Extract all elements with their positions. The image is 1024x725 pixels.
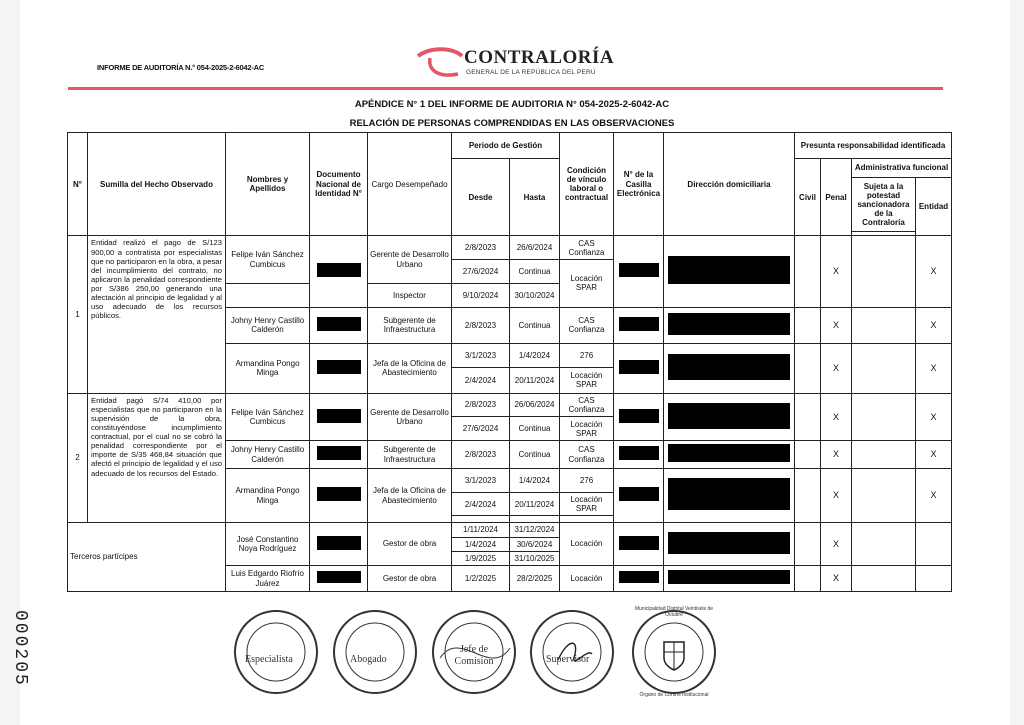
person-name: José Constantino Noya Rodríguez — [226, 522, 310, 565]
hasta: 31/12/2024 — [510, 522, 560, 537]
direccion-redacted — [664, 393, 795, 440]
col-civil: Civil — [795, 158, 821, 236]
penal-mark: X — [821, 441, 852, 469]
dni-redacted — [310, 344, 368, 394]
table-row — [68, 393, 952, 417]
seal-ring-text: Municipalidad Distrital Veintiséis de Octubre — [634, 606, 714, 618]
header-divider — [68, 87, 943, 90]
entidad-mark: X — [916, 344, 952, 394]
desde: 27/6/2024 — [452, 260, 510, 284]
desde: 3/1/2023 — [452, 469, 510, 493]
condicion: Locación — [560, 566, 614, 592]
condicion: CAS Confianza — [560, 393, 614, 417]
desde: 1/4/2024 — [452, 538, 510, 552]
desde: 1/2/2025 — [452, 566, 510, 592]
direccion-redacted — [664, 307, 795, 344]
person-name: Felipe Iván Sánchez Cumbicus — [226, 393, 310, 440]
hasta: Continua — [510, 417, 560, 441]
condicion: CAS Confianza — [560, 307, 614, 344]
direccion-redacted — [664, 236, 795, 307]
terceros-label: Terceros partícipes — [68, 522, 226, 591]
appendix-subtitle: RELACIÓN DE PERSONAS COMPRENDIDAS EN LAS OBSERVACIONES — [349, 118, 675, 129]
casilla-redacted — [614, 393, 664, 440]
obs-sumilla: Entidad pagó S/74 410,00 por especialistas que no participaron en la supervisión de la obra, constituyéndose incumplimiento contractual, por el cual no se cobró la penalidad correspondiente por el importe de S/35 468,84 situación que afectó el principio de legalidad y el uso adecuado de los recursos del Estado. — [88, 393, 226, 522]
direccion-redacted — [664, 566, 795, 592]
header-row — [68, 133, 952, 159]
entidad-mark: X — [916, 307, 952, 344]
dni-redacted — [310, 393, 368, 440]
desde: 2/8/2023 — [452, 307, 510, 344]
col-presunta: Presunta responsabilidad identificada — [795, 133, 952, 159]
hasta: 26/6/2024 — [510, 236, 560, 260]
col-sumilla: Sumilla del Hecho Observado — [88, 133, 226, 236]
report-reference: INFORME DE AUDITORÍA N.° 054-2025-2-6042-AC — [97, 63, 265, 72]
desde: 3/1/2023 — [452, 344, 510, 368]
casilla-redacted — [614, 236, 664, 307]
seal-label-supervisor: Supervisor — [546, 654, 590, 665]
desde: 2/8/2023 — [452, 393, 510, 417]
direccion-redacted — [664, 522, 795, 565]
hasta: 1/4/2024 — [510, 469, 560, 493]
person-name: Armandina Pongo Minga — [226, 469, 310, 523]
penal-mark: X — [821, 469, 852, 523]
col-dni: Documento Nacional de Identidad N° — [310, 133, 368, 236]
dni-redacted — [310, 236, 368, 307]
person-name: Johny Henry Castillo Calderón — [226, 307, 310, 344]
entidad-mark: X — [916, 441, 952, 469]
condicion: CAS Confianza — [560, 441, 614, 469]
hasta: 26/06/2024 — [510, 393, 560, 417]
seal-label-especialista: Especialista — [245, 654, 293, 665]
seal-supervisor — [528, 608, 616, 696]
hasta: 31/10/2025 — [510, 552, 560, 566]
casilla-redacted — [614, 566, 664, 592]
hasta: Continua — [510, 260, 560, 284]
casilla-redacted — [614, 344, 664, 394]
col-condicion: Condición de vínculo laboral o contractual — [560, 133, 614, 236]
col-no: N° — [68, 133, 88, 236]
contraloria-logo — [414, 44, 614, 84]
seal-especialista — [232, 608, 320, 696]
col-administrativa: Administrativa funcional — [852, 158, 952, 177]
hasta: 1/4/2024 — [510, 344, 560, 368]
condicion: Locación — [560, 522, 614, 565]
direccion-redacted — [664, 441, 795, 469]
logo-swoosh-icon — [414, 44, 464, 84]
seal-label-abogado: Abogado — [350, 654, 387, 665]
table-row — [68, 522, 952, 537]
condicion: 276 — [560, 469, 614, 493]
hasta: 20/11/2024 — [510, 367, 560, 393]
folio-number: 000205 — [10, 610, 30, 687]
obs-number: 2 — [68, 393, 88, 522]
col-direccion: Dirección domiciliaria — [664, 133, 795, 236]
entidad-mark: X — [916, 469, 952, 523]
seal-abogado — [331, 608, 419, 696]
person-name: Armandina Pongo Minga — [226, 344, 310, 394]
cargo: Jefa de la Oficina de Abastecimiento — [368, 469, 452, 523]
desde: 1/9/2025 — [452, 552, 510, 566]
dni-redacted — [310, 441, 368, 469]
cargo: Gerente de Desarrollo Urbano — [368, 393, 452, 440]
dni-redacted — [310, 469, 368, 523]
condicion: Locación SPAR — [560, 417, 614, 441]
cargo: Jefa de la Oficina de Abastecimiento — [368, 344, 452, 394]
desde: 2/4/2024 — [452, 367, 510, 393]
penal-mark: X — [821, 344, 852, 394]
direccion-redacted — [664, 344, 795, 394]
cargo: Subgerente de Infraestructura — [368, 441, 452, 469]
col-casilla: N° de la Casilla Electrónica — [614, 133, 664, 236]
persons-table — [67, 132, 952, 592]
penal-mark: X — [821, 307, 852, 344]
entidad-mark: X — [916, 393, 952, 440]
obs-sumilla: Entidad realizó el pago de S/123 900,00 a contratista por especialistas que no participaron en la obra, a pesar del incumplimiento del contrato, no aplicaron la penalidad correspondiente por S/386 250,00 generando una afectación al principio de legalidad y al uso adecuado de los recursos públicos. — [88, 236, 226, 393]
dni-redacted — [310, 307, 368, 344]
cargo: Gestor de obra — [368, 522, 452, 565]
casilla-redacted — [614, 522, 664, 565]
condicion: CAS Confianza — [560, 236, 614, 260]
desde: 2/8/2023 — [452, 441, 510, 469]
hasta: 28/2/2025 — [510, 566, 560, 592]
condicion: Locación SPAR — [560, 367, 614, 393]
condicion: 276 — [560, 344, 614, 368]
person-name: Felipe Iván Sánchez Cumbicus — [226, 236, 310, 283]
seal-label-jefe: Jefe de Comisión — [454, 644, 494, 667]
col-cargo: Cargo Desempeñado — [368, 133, 452, 236]
seal-oci-emblem — [630, 608, 718, 696]
col-sujeta: Sujeta a la potestad sancionadora de la Contraloría — [852, 178, 916, 232]
condicion: Locación SPAR — [560, 260, 614, 307]
hasta: Continua — [510, 307, 560, 344]
appendix-title: APÉNDICE N° 1 DEL INFORME DE AUDITORIA N° 054-2025-2-6042-AC — [354, 99, 670, 110]
entidad-mark: X — [916, 236, 952, 307]
condicion: Locación SPAR — [560, 492, 614, 516]
obs-number: 1 — [68, 236, 88, 393]
cargo: Gestor de obra — [368, 566, 452, 592]
person-name: Luis Edgardo Riofrío Juárez — [226, 566, 310, 592]
logo-title: CONTRALORÍA — [464, 47, 615, 68]
penal-mark: X — [821, 566, 852, 592]
casilla-redacted — [614, 441, 664, 469]
desde: 27/6/2024 — [452, 417, 510, 441]
desde: 2/4/2024 — [452, 492, 510, 516]
col-nombres: Nombres y Apellidos — [226, 133, 310, 236]
table-row — [68, 236, 952, 260]
casilla-redacted — [614, 307, 664, 344]
penal-mark: X — [821, 236, 852, 307]
person-name: Johny Henry Castillo Calderón — [226, 441, 310, 469]
col-desde: Desde — [452, 158, 510, 236]
cargo: Inspector — [368, 283, 452, 307]
desde: 9/10/2024 — [452, 283, 510, 307]
hasta: 20/11/2024 — [510, 492, 560, 516]
penal-mark: X — [821, 393, 852, 440]
cargo: Gerente de Desarrollo Urbano — [368, 236, 452, 283]
hasta: 30/6/2024 — [510, 538, 560, 552]
col-hasta: Hasta — [510, 158, 560, 236]
dni-redacted — [310, 566, 368, 592]
seal-ring-subtext: Órgano de Control Institucional — [639, 692, 709, 698]
col-entidad: Entidad — [916, 178, 952, 236]
cargo: Subgerente de Infraestructura — [368, 307, 452, 344]
hasta: 30/10/2024 — [510, 283, 560, 307]
hasta: Continua — [510, 441, 560, 469]
logo-subtitle: GENERAL DE LA REPÚBLICA DEL PERÚ — [466, 69, 596, 76]
desde: 1/11/2024 — [452, 522, 510, 537]
desde: 2/8/2023 — [452, 236, 510, 260]
casilla-redacted — [614, 469, 664, 523]
dni-redacted — [310, 522, 368, 565]
direccion-redacted — [664, 469, 795, 523]
penal-mark: X — [821, 522, 852, 565]
col-penal: Penal — [821, 158, 852, 236]
col-periodo: Periodo de Gestión — [452, 133, 560, 159]
